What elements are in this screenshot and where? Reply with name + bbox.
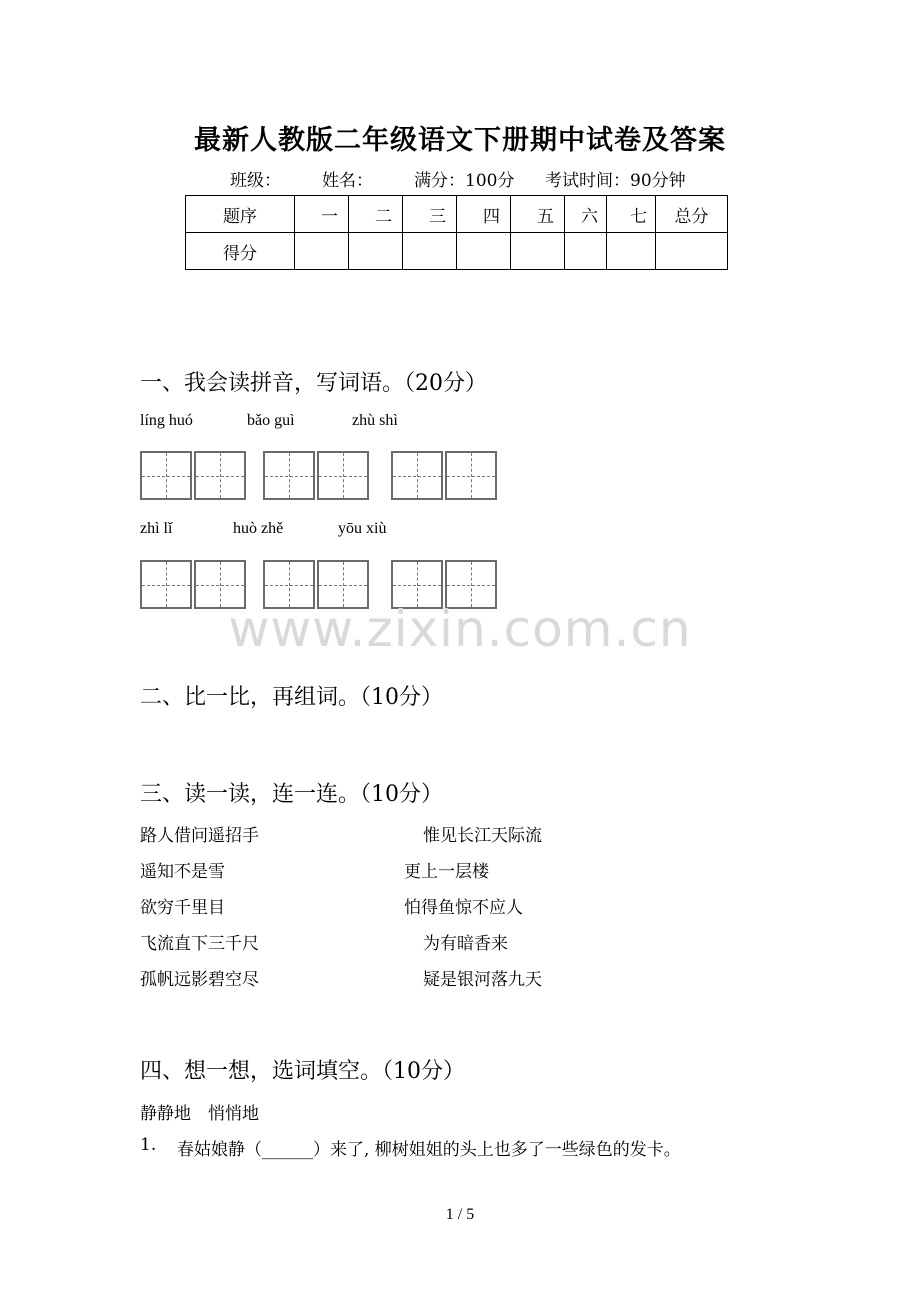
poem-line-left: 飞流直下三千尺 bbox=[140, 934, 259, 954]
class-label: 班级： bbox=[230, 171, 281, 191]
pinyin-label: zhì lǐ bbox=[140, 520, 173, 537]
writing-grid-box[interactable] bbox=[445, 451, 497, 500]
writing-grid-box[interactable] bbox=[140, 451, 192, 500]
table-cell: 五 bbox=[511, 196, 565, 233]
poem-line-right: 为有暗香来 bbox=[423, 934, 508, 954]
poem-line-left: 遥知不是雪 bbox=[140, 862, 225, 882]
score-input-cell[interactable] bbox=[607, 233, 656, 270]
table-cell: 三 bbox=[403, 196, 457, 233]
section-2-heading: 二、比一比，再组词。（10分） bbox=[140, 685, 443, 710]
table-row bbox=[186, 233, 728, 270]
poem-line-right: 疑是银河落九天 bbox=[423, 970, 542, 990]
pinyin-label: huò zhě bbox=[233, 520, 284, 537]
score-input-cell[interactable] bbox=[565, 233, 607, 270]
table-cell-header: 得分 bbox=[186, 233, 295, 270]
score-input-cell[interactable] bbox=[295, 233, 349, 270]
table-cell: 二 bbox=[349, 196, 403, 233]
name-label: 姓名： bbox=[322, 171, 373, 191]
table-cell: 一 bbox=[295, 196, 349, 233]
writing-grid-box[interactable] bbox=[391, 451, 443, 500]
table-row bbox=[186, 196, 728, 233]
score-input-cell[interactable] bbox=[403, 233, 457, 270]
full-marks: 满分：100分 bbox=[414, 171, 515, 191]
score-input-cell[interactable] bbox=[349, 233, 403, 270]
writing-grid-box[interactable] bbox=[263, 451, 315, 500]
score-input-cell[interactable] bbox=[457, 233, 511, 270]
section-1-heading: 一、我会读拼音，写词语。（20分） bbox=[140, 371, 487, 396]
poem-line-left: 欲穷千里目 bbox=[140, 898, 225, 918]
watermark: www.zixin.com.cn bbox=[228, 600, 692, 658]
writing-grid-box[interactable] bbox=[317, 451, 369, 500]
table-cell: 四 bbox=[457, 196, 511, 233]
question-number: 1. bbox=[140, 1135, 157, 1155]
section-4-heading: 四、想一想，选词填空。（10分） bbox=[140, 1059, 465, 1084]
pinyin-label: bǎo guì bbox=[247, 412, 295, 429]
poem-line-left: 孤帆远影碧空尽 bbox=[140, 970, 259, 990]
section-3-heading: 三、读一读，连一连。（10分） bbox=[140, 782, 443, 807]
score-input-cell[interactable] bbox=[656, 233, 728, 270]
poem-line-right: 惟见长江天际流 bbox=[423, 826, 542, 846]
table-cell: 总分 bbox=[656, 196, 728, 233]
poem-line-left: 路人借问遥招手 bbox=[140, 826, 259, 846]
writing-grid-box[interactable] bbox=[194, 451, 246, 500]
question-text: 春姑娘静（______）来了, 柳树姐姐的头上也多了一些绿色的发卡。 bbox=[177, 1140, 681, 1160]
table-cell: 七 bbox=[607, 196, 656, 233]
page-title: 最新人教版二年级语文下册期中试卷及答案 bbox=[194, 125, 726, 156]
pinyin-label: yōu xiù bbox=[338, 520, 387, 537]
score-table bbox=[185, 195, 728, 270]
table-cell: 六 bbox=[565, 196, 607, 233]
pinyin-label: zhù shì bbox=[352, 412, 398, 429]
page-number: 1 / 5 bbox=[445, 1206, 475, 1223]
table-cell-header: 题序 bbox=[186, 196, 295, 233]
poem-line-right: 更上一层楼 bbox=[404, 862, 489, 882]
pinyin-label: líng huó bbox=[140, 412, 193, 429]
exam-time: 考试时间：90分钟 bbox=[545, 171, 686, 191]
word-choices: 静静地 悄悄地 bbox=[140, 1104, 259, 1124]
score-input-cell[interactable] bbox=[511, 233, 565, 270]
poem-line-right: 怕得鱼惊不应人 bbox=[404, 898, 523, 918]
